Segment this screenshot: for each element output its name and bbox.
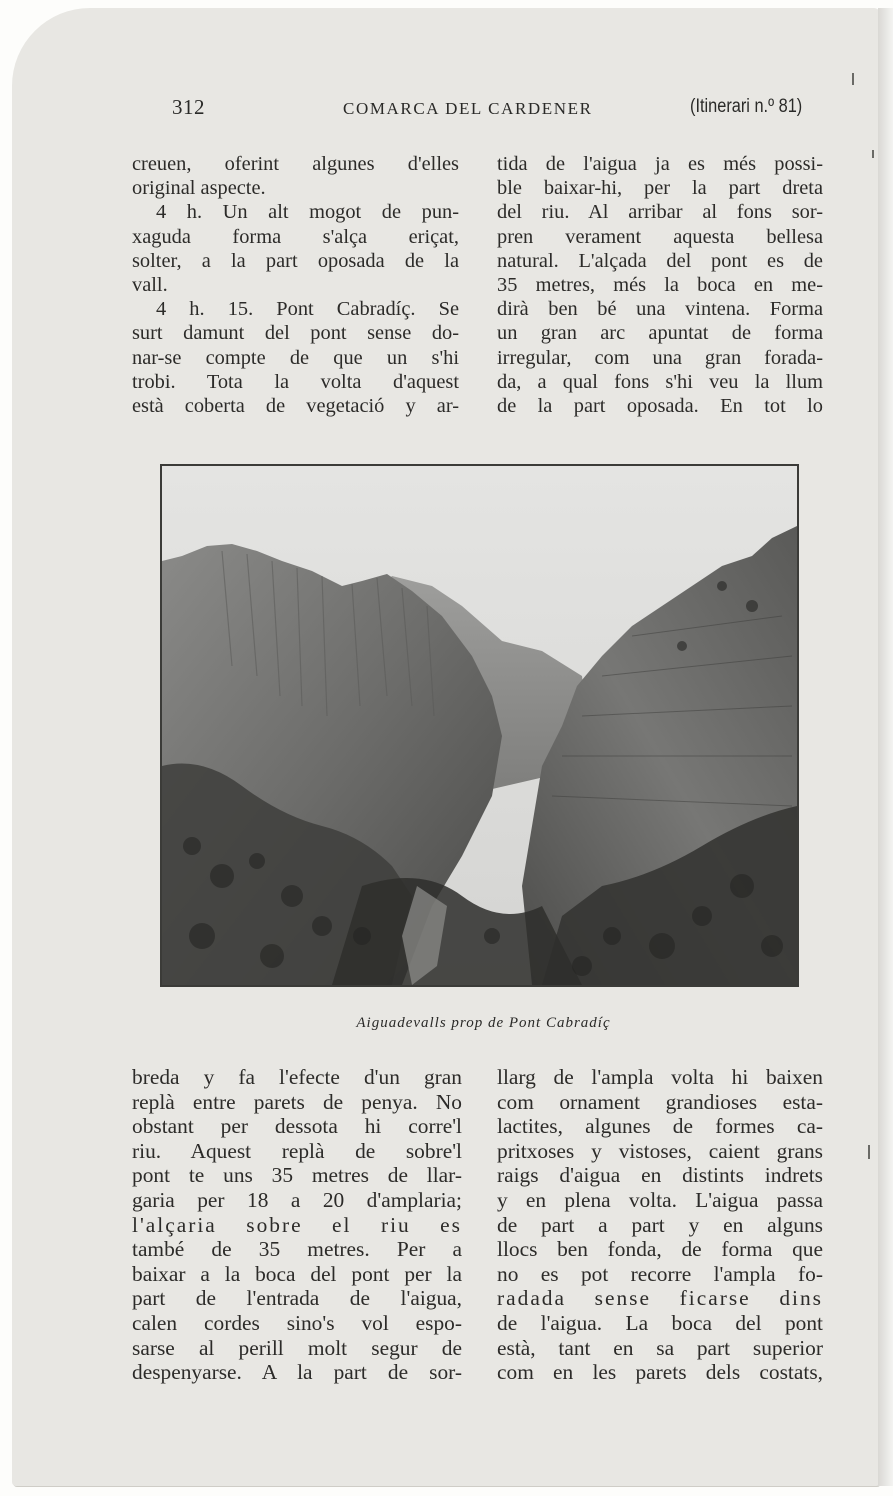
text-line: riu. Aquest replà de sobre'l xyxy=(132,1138,462,1163)
itinerary-reference: (Itinerari n.º 81) xyxy=(690,96,803,117)
text-line: original aspecte. xyxy=(132,177,266,200)
text-line: tida de l'aigua ja es més possi- xyxy=(497,153,823,175)
text-line: baixar a la boca del pont per la xyxy=(132,1261,462,1286)
text-line: solter, a la part oposada de la xyxy=(132,249,459,272)
text-line: com ornament grandioses esta- xyxy=(497,1089,823,1114)
text-line: raigs d'aigua en distints indrets xyxy=(497,1163,823,1188)
text-line: vall. xyxy=(132,274,168,297)
text-line: creuen, oferint algunes d'elles xyxy=(132,153,459,175)
scan-speck xyxy=(868,1145,870,1159)
text-line: està, tant en sa part superior xyxy=(497,1335,823,1360)
text-line: ble baixar-hi, per la part dreta xyxy=(497,177,823,200)
page-edge xyxy=(878,8,893,1486)
text-line: trobi. Tota la volta d'aquest xyxy=(132,370,459,393)
canyon-photograph xyxy=(160,464,799,987)
text-line: 4 h. Un alt mogot de pun- xyxy=(156,201,459,224)
text-line: calen cordes sino's vol espo- xyxy=(132,1310,462,1335)
text-line: da, a qual fons s'hi veu la llum xyxy=(497,370,823,393)
text-line: dirà ben bé una vintena. Forma xyxy=(497,298,823,321)
bottom-left-column xyxy=(132,1065,462,1385)
text-line: garia per 18 a 20 d'amplaria; xyxy=(132,1187,462,1212)
top-right-column xyxy=(497,152,823,418)
text-line: part de l'entrada de l'aigua, xyxy=(132,1286,462,1311)
text-line: 35 metres, més la boca en me- xyxy=(497,274,823,297)
text-line: 4 h. 15. Pont Cabradíç. Se xyxy=(156,298,459,321)
text-line: surt damunt del pont sense do- xyxy=(132,322,459,345)
scan-speck xyxy=(872,150,874,158)
top-left-column xyxy=(132,152,459,418)
photo-caption: Aiguadevalls prop de Pont Cabradíç xyxy=(356,1015,611,1031)
text-line: breda y fa l'efecte d'un gran xyxy=(132,1065,462,1089)
text-line: llocs ben fonda, de forma que xyxy=(497,1237,823,1262)
running-title: COMARCA DEL CARDENER xyxy=(343,99,593,118)
text-line: de part a part y en alguns xyxy=(497,1212,823,1237)
text-line: xaguda forma s'alça eriçat, xyxy=(132,225,459,248)
text-line: del riu. Al arribar al fons sor- xyxy=(497,201,823,224)
text-line: despenyarse. A la part de sor- xyxy=(132,1360,462,1385)
text-line: obstant per dessota hi corre'l xyxy=(132,1114,462,1139)
text-line: pritxoses y vistoses, caient grans xyxy=(497,1138,823,1163)
bottom-right-column xyxy=(497,1065,823,1385)
text-line: està coberta de vegetació y ar- xyxy=(132,395,459,418)
text-line: nar-se compte de que un s'hi xyxy=(132,346,459,369)
page-number: 312 xyxy=(172,95,205,119)
text-line: lactites, algunes de formes ca- xyxy=(497,1114,823,1139)
scan-speck xyxy=(852,73,854,85)
text-line: natural. L'alçada del pont es de xyxy=(497,249,823,272)
text-line: irregular, com una gran forada- xyxy=(497,346,823,369)
text-line: radada sense ficarse dins xyxy=(497,1286,823,1311)
text-line: també de 35 metres. Per a xyxy=(132,1237,462,1262)
text-line: sarse al perill molt segur de xyxy=(132,1335,462,1360)
text-line: replà entre parets de penya. No xyxy=(132,1089,462,1114)
text-line: llarg de l'ampla volta hi baixen xyxy=(497,1065,823,1089)
text-line: de l'aigua. La boca del pont xyxy=(497,1310,823,1335)
text-line: pont te uns 35 metres de llar- xyxy=(132,1163,462,1188)
text-line: un gran arc apuntat de forma xyxy=(497,322,823,345)
text-line: y en plena volta. L'aigua passa xyxy=(497,1187,823,1212)
text-line: pren verament aquesta bellesa xyxy=(497,225,823,248)
text-line: com en les parets dels costats, xyxy=(497,1360,823,1385)
text-line: no es pot recorre l'ampla fo- xyxy=(497,1261,823,1286)
text-line: l'alçaria sobre el riu es xyxy=(132,1212,462,1237)
text-line: de la part oposada. En tot lo xyxy=(497,395,823,418)
